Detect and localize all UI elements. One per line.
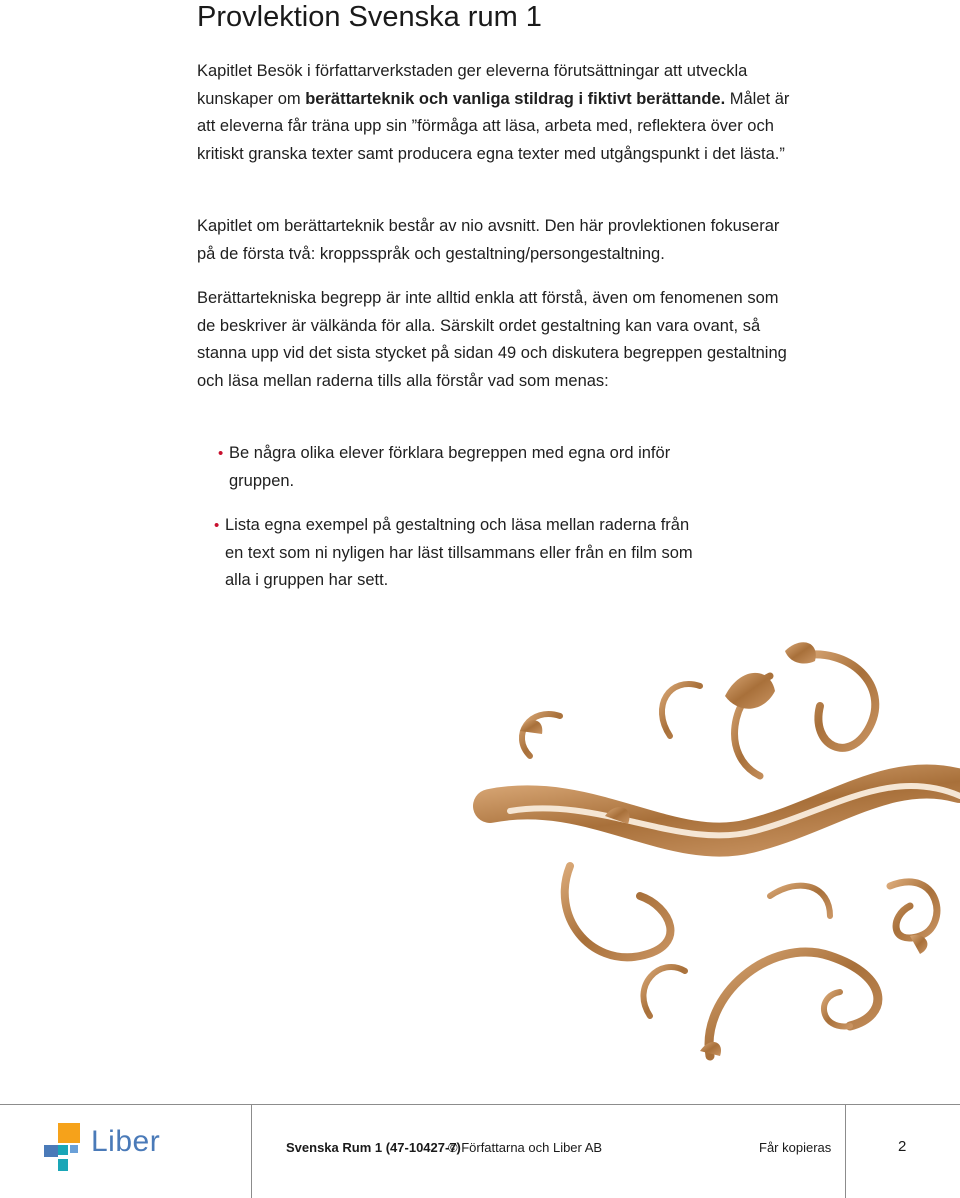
intro-rest-text: Målet är att eleverna får träna upp sin ”förmåga att läsa, arbeta med, reflektera över och kritiskt granska texter samt producera egna texter med utgångspunkt i det lästa.” [197,89,790,163]
intro-paragraph [197,58,797,168]
intro-text: Kapitlet Besök i författarverkstaden ger eleverna förutsättningar att utveckla kunskaper om [197,62,748,108]
list-item-text: Be några olika elever förklara begreppen med egna ord inför gruppen. [229,444,671,490]
chapter-paragraph: Kapitlet om berättarteknik består av nio avsnitt. Den här provlektionen fokuserar på de första två: kroppsspråk och gestaltning/persongestaltning. [197,217,780,263]
floral-ornament [470,636,960,1066]
intro-bold-text: berättarteknik och vanliga stildrag i fiktivt berättande. [305,89,726,108]
footer-divider [251,1105,252,1198]
page-footer [0,1104,960,1198]
book-title: Svenska Rum 1 (47-10427-7) [286,1140,461,1155]
concepts-paragraph: Berättartekniska begrepp är inte alltid enkla att förstå, även om fenomenen som de beskriver är välkända för alla. Särskilt ordet gestaltning kan vara ovant, så stanna upp vid det sista stycket på sidan 49 och diskutera begreppen gestaltning och läsa mellan raderna tills alla förstår vad som menas: [197,289,787,390]
list-item-text: Lista egna exempel på gestaltning och läsa mellan raderna från en text som ni nyligen har läst tillsammans eller från en film som alla i gruppen har sett. [225,516,693,589]
logo-text: Liber [91,1125,161,1158]
bullet-dot-icon: • [214,517,220,534]
copy-note: Får kopieras [759,1140,832,1155]
page-number: 2 [898,1138,907,1155]
bullet-dot-icon: • [218,445,224,462]
list-item [214,512,695,595]
page-title: Provlektion Svenska rum 1 [197,1,542,33]
footer-divider [845,1105,846,1198]
copyright: © Författarna och Liber AB [448,1140,603,1155]
list-item [218,440,689,495]
